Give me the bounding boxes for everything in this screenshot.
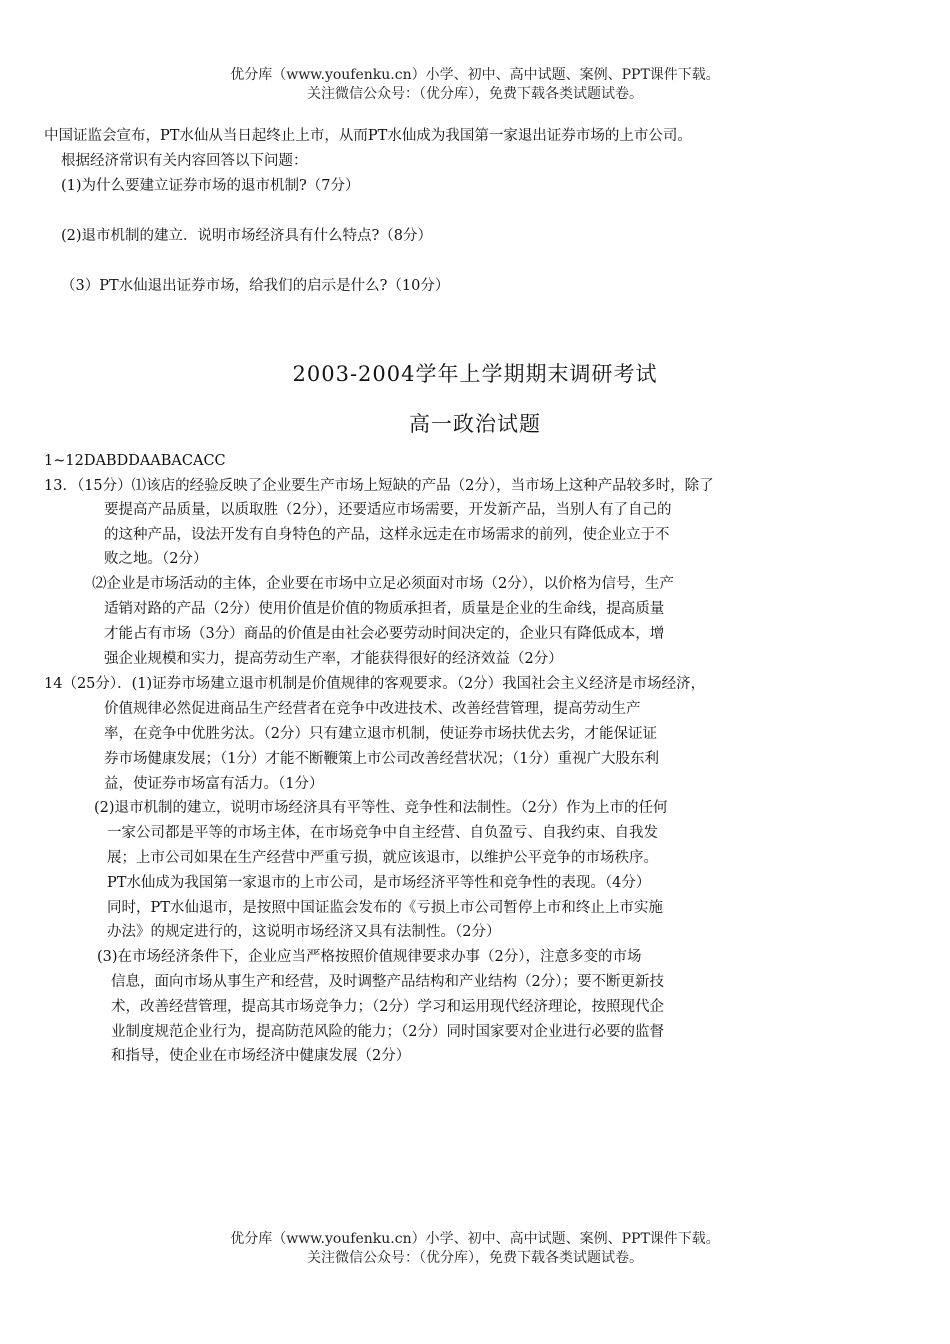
page-footer	[0, 1230, 950, 1268]
header-line-1: 优分库（www.youfenku.cn）小学、初中、高中试题、案例、PPT课件下载。	[230, 67, 720, 83]
answer-13-line: 败之地。（2分）	[104, 551, 208, 567]
answer-14-line: 14（25分）．(1)证券市场建立退市机制是价值规律的客观要求。（2分）我国社会主义经济是市场经济，	[44, 676, 706, 692]
answer-14-line: 展；上市公司如果在生产经营中严重亏损，就应该退市，以维护公平竞争的市场秩序。	[107, 850, 658, 866]
question-1: (1)为什么要建立证券市场的退市机制?（7分）	[61, 178, 360, 194]
exam-title: 2003-2004学年上学期期末调研考试	[292, 362, 658, 386]
answer-13-line: 13．（15分）⑴该店的经验反映了企业要生产市场上短缺的产品（2分），当市场上这种产品较多时，除了	[44, 478, 714, 494]
passage-prompt: 根据经济常识有关内容回答以下问题：	[61, 153, 308, 169]
answer-14-line: 率，在竞争中优胜劣汰。（2分）只有建立退市机制，使证券市场扶优去劣，才能保证证	[104, 726, 657, 742]
passage-intro: 中国证监会宣布，PT水仙从当日起终止上市，从而PT水仙成为我国第一家退出证券市场的上市公司。	[44, 128, 692, 144]
answer-14-line: (2)退市机制的建立，说明市场经济具有平等性、竞争性和法制性。（2分）作为上市的任何	[94, 800, 668, 816]
page-header	[0, 66, 950, 104]
answer-13-line: 要提高产品质量，以质取胜（2分），还要适应市场需要，开发新产品，当别人有了自己的	[104, 502, 672, 518]
answer-14-line: 办法》的规定进行的，这说明市场经济又具有法制性。（2分）	[107, 924, 501, 940]
question-2: (2)退市机制的建立．说明市场经济具有什么特点?（8分）	[61, 228, 433, 244]
answer-14-line: (3)在市场经济条件下，企业应当严格按照价值规律要求办事（2分），注意多变的市场	[97, 949, 642, 965]
header-line-2: 关注微信公众号：（优分库），免费下载各类试题试卷。	[307, 86, 643, 102]
answer-14-line: 同时，PT水仙退市，是按照中国证监会发布的《亏损上市公司暂停上市和终止上市实施	[107, 900, 663, 916]
answer-14-line: 信息，面向市场从事生产和经营，及时调整产品结构和产业结构（2分）；要不断更新技	[111, 974, 664, 990]
answer-13-line: 强企业规模和实力，提高劳动生产率，才能获得很好的经济效益（2分）	[104, 651, 563, 667]
answer-14-line: 和指导，使企业在市场经济中健康发展（2分）	[111, 1048, 411, 1064]
answer-14-line: 术，改善经营管理，提高其市场竞争力；（2分）学习和运用现代经济理论，按照现代企	[111, 999, 664, 1015]
footer-line-2: 关注微信公众号：（优分库），免费下载各类试题试卷。	[307, 1250, 643, 1266]
answer-14-line: 一家公司都是平等的市场主体，在市场竞争中自主经营、自负盈亏、自我约束、自我发	[107, 825, 658, 841]
question-3: （3）PT水仙退出证券市场，给我们的启示是什么?（10分）	[61, 278, 450, 294]
answer-14-line: PT水仙成为我国第一家退市的上市公司，是市场经济平等性和竞争性的表现。（4分）	[107, 875, 651, 891]
answer-13-line: 的这种产品，设法开发有自身特色的产品，这样永远走在市场需求的前列，使企业立于不	[104, 527, 670, 543]
answer-14-line: 益，使证券市场富有活力。（1分）	[104, 776, 324, 792]
answer-13-line: 才能占有市场（3分）商品的价值是由社会必要劳动时间决定的，企业只有降低成本，增	[104, 626, 665, 642]
answer-13-line: 适销对路的产品（2分）使用价值是价值的物质承担者，质量是企业的生命线，提高质量	[104, 601, 665, 617]
multiple-choice-answers: 1~12DABDDAABACACC	[44, 453, 226, 469]
answer-14-line: 业制度规范企业行为，提高防范风险的能力；（2分）同时国家要对企业进行必要的监督	[111, 1024, 664, 1040]
footer-line-1: 优分库（www.youfenku.cn）小学、初中、高中试题、案例、PPT课件下载。	[230, 1231, 720, 1247]
answer-13-line: ⑵企业是市场活动的主体，企业要在市场中立足必须面对市场（2分），以价格为信号，生产	[92, 576, 674, 592]
answer-14-line: 价值规律必然促进商品生产经营者在竞争中改进技术、改善经营管理，提高劳动生产	[104, 701, 641, 717]
answer-14-line: 券市场健康发展；（1分）才能不断鞭策上市公司改善经营状况；（1分）重视广大股东利	[104, 751, 659, 767]
subject-title: 高一政治试题	[409, 412, 541, 436]
